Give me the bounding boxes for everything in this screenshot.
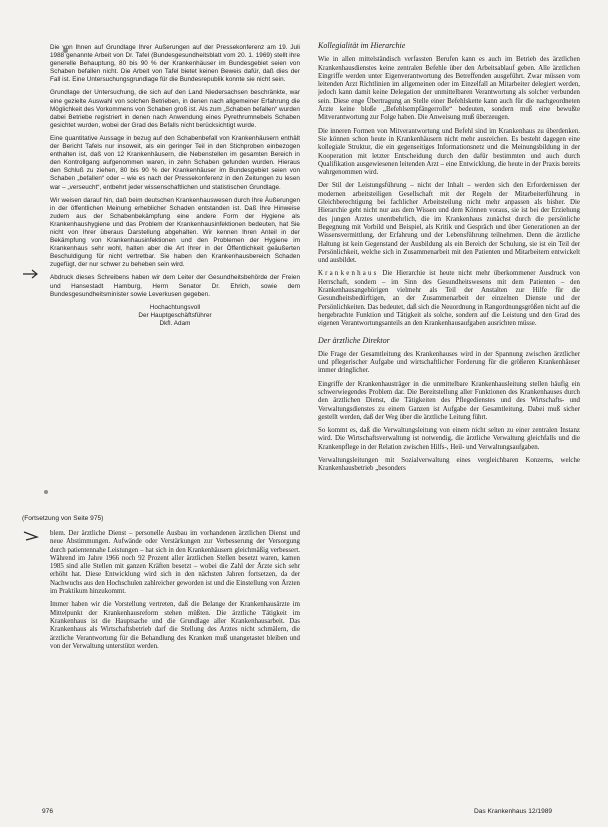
continuation-note: (Fortsetzung von Seite 975) bbox=[22, 515, 104, 522]
article-paragraph bbox=[318, 270, 580, 328]
letter-signature bbox=[50, 304, 300, 328]
article-paragraph: Wie in allen mittelständisch verfassten Berufen kann es auch im Betrieb des ärztlichen Krankenhausdienstes keine zentralen Befehle über den Arbeitsablauf geben. Alle ärztlichen Eingriffe werden unter Eigenverantwortung des Betreffenden ausgeführt. Zwar müssen vom leitenden Arzt Richtlinien im allgemeinen oder im Einzelfall an Mitarbeiter delegiert werden, jedoch kann damit keine Delegation der unmittelbaren Verantwortung als solcher verbunden sein. Diese enge Übertragung an Stelle einer Befehlskette kann auch für die nachgeordneten Ärzte keine bloße „Befehlsempfängerrolle“ bedeuten, sondern muß eine bewußte Mitverantwortung zur Folge haben. Die Anweisung muß überzeugen. bbox=[318, 56, 580, 122]
article-paragraph: So kommt es, daß die Verwaltungsleitung von einem nicht selten zu einer zentralen Instanz wird. Die Wirtschaftsverwaltung ist notwendig, die ärztliche Verwaltung gleichfalls und die Krankenpflege in der Relation zwischen Hilfs-, Heil- und Verwaltungsaufgaben. bbox=[318, 427, 580, 451]
article-paragraph: Der Stil der Leistungsführung – nicht der Inhalt – werden sich den Erfordernissen der modernen arbeitsteiligen Gesellschaft mit der Regeln der Mitarbeiterführung in Gleichberechtigung bei fachlicher Arbeitsteilung nicht mehr anpassen als bisher. Die Hierarchie geht nicht nur aus dem Wissen und dem Können voraus, sie ist bei der Erziehung des jungen Arztes unentbehrlich, die im Krankenhaus zunächst durch die persönliche Begegnung mit Vorbild und Beispiel, als Kritik und Gespräch und über Generationen an der Wissensvermittlung, der Erfahrung und der Lebensführung teilnehmen. Denn die ärztliche Haltung ist kein Gegenstand der Ausbildung als ein Bereich der Schulung, sie ist ein Teil der Persönlichkeit, welche sich in Zusammenarbeit mit den Patienten und Mitarbeitern entwickelt und ausbildet. bbox=[318, 182, 580, 265]
letter-paragraph: Die von Ihnen auf Grundlage Ihrer Äußerungen auf der Pressekonferenz am 19. Juli 1988 genannte Arbeit von Dr. Tafel (Bundesgesundheitsblatt vom 20. 1. 1969) stellt ihre generelle Behauptung, 80 bis 90 % der Krankenhäuser im Bundesgebiet seien von Schaben befallen nicht. Die Arbeit von Tafel bietet keinen Beweis dafür, daß dies der Fall ist. Eine Untersuchungsgrundlage für die Bundesrepublik konnte sie nicht sein. bbox=[50, 44, 300, 84]
letter-paragraph: Wir weisen darauf hin, daß beim deutschen Krankenhauswesen durch Ihre Äußerungen in der öffentlichen Meinung erheblicher Schaden entstanden ist. Daß Ihre Hinweise zudem aus der Schabenbekämpfung eine andere Form der Hygiene als Krankenhaushygiene und das Problem der Krankenhausinfektionen bedeuten, hat Sie nicht von Ihrer überaus Darstellung abgehalten. Wir kennen Ihren Anteil in der Bekämpfung von Krankenhausinfektionen und den Problemen der Hygiene im Krankenhaus sehr wohl, halten aber die Art Ihrer in der Öffentlichkeit geäußerten Beschuldigung für nicht vertretbar. Sie haben den Krankenhausbereich Schaden zugefügt, der nur schwer zu beheben sein wird. bbox=[50, 196, 300, 269]
article-column-left bbox=[50, 530, 300, 802]
page-number: 976 bbox=[42, 808, 54, 815]
letter-column bbox=[50, 44, 300, 514]
closing-text: Hochachtungsvoll bbox=[149, 303, 201, 311]
article-paragraph: Verwaltungsleitungen mit Sozialverwaltung eines vergleichbaren Konzerns, welche Krankenhausbetrieb „besonders bbox=[318, 457, 580, 473]
organization-text: Der Hauptgeschäftsführer bbox=[138, 311, 212, 319]
margin-arrow-mark bbox=[22, 268, 40, 280]
article-paragraph: Die Frage der Gesamtleitung des Krankenhauses wird in der Spannung zwischen ärztlicher und pflegerischer Aufgabe und wirtschaftlicher Forderung für die größeren Krankenhäuser immer dringlicher. bbox=[318, 350, 580, 375]
article-paragraph-text: Die Hierarchie ist heute nicht mehr überkommener Ausdruck von Herrschaft, sondern – im Sinn des Gesundheitswesens mit dem Patienten – den Krankenhausangehörigen vielmehr als Teil der Anstalten zur Hilfe für die Gesundheitsbedürftigen, an der Zusammenarbeit der einzelnen Dienste und der Persönlichkeiten. Das bedeutet, daß sich die Neuordnung in Rangordnungsgrößen nicht auf die hergebrachte Funktion und Tätigkeit als solche, sondern auf die Leistung und den Grad des eigenen Verantwortungsanteils an den Krankenhausaufgaben ausrichten müsse. bbox=[318, 270, 580, 328]
letter-paragraph: Abdruck dieses Schreibens haben wir dem Leiter der Gesundheitsbehörde der Freien und Hansestadt Hamburg, Herrn Senator Dr. Ehrich, sowie dem Bundesgesundheitsminister sowie Leverkusen gegeben. bbox=[50, 274, 300, 298]
article-paragraph: blem. Der ärztliche Dienst – personelle Ausbau im vorhandenen ärztlichen Dienst und neue Abstimmungen. Aufwände oder Verstärkungen zur Verbesserung der Versorgung durch patientennahe Leistungen – hat sich in den Krankenhäusern gleichmäßig verbessert. Während im Jahre 1966 noch 92 Prozent aller ärztlichen Stellen besetzt waren, kamen 1985 sind alle Stellen mit ganzen Kräften besetzt – wobei die Zahl der Ärzte sich sehr erhöht hat. Diese Entwicklung wird sich in den nächsten Jahren fortsetzen, da der Nachwuchs aus den Hochschulen zahlreicher geworden ist und die Einstellung von Ärzten im Praktikum hinzukommt. bbox=[50, 530, 300, 596]
section-heading: Der ärztliche Direktor bbox=[318, 335, 390, 345]
letter-paragraph: Eine quantitative Aussage in bezug auf den Schabenbefall von Krankenhäusern enthält der Bericht Tafels nur insoweit, als ein geringer Teil in den Stichproben einbezogen enthalten ist, daß von 12 Krankenhäusern, die Nebenstellen im gesamten Bereich in den Kontrollgang aufgenommen waren, in zehn Schaben gefunden wurden. Hieraus den Schluß zu ziehen, 80 bis 90 % der Krankenhäuser im Bundesgebiet seien von Schaben „befallen“ oder – wie es nach der Pressekonferenz in den Zeitungen zu lesen war – „verseucht“, entbehrt jeder wissenschaftlichen und statistischen Grundlage. bbox=[50, 134, 300, 191]
journal-reference: Das Krankenhaus 12/1989 bbox=[474, 808, 553, 815]
letter-paragraph: Grundlage der Untersuchung, die sich auf den Land Niedersachsen beschränkte, war eine gezielte Auswahl von solchen Betrieben, in denen nach allgemeiner Erfahrung die Möglichkeit des Vorkommens von Schaben groß ist. Als zum „Schaben befallen“ wurden dabei Betriebe registriert in denen nach Anwendung eines Pyrethrumnebels Schaben gesichtet wurden, wobei der Grad des Befalls nicht berücksichtigt wurde. bbox=[50, 89, 300, 129]
section-heading: Kollegialität im Hierarchie bbox=[318, 42, 406, 50]
signatory-name: Dkfl. Adam bbox=[159, 319, 191, 327]
margin-arrow-mark bbox=[22, 530, 40, 542]
article-paragraph: Eingriffe der Krankenhausträger in die unmittelbare Krankenhausleitung stellen häufig ein schwerwiegendes Problem dar. Die Bereitstellung aller Funktionen des Krankenhauses durch den ärztlichen Dienst, die Tätigkeiten des Pflegedienstes und des Wirtschafts- und Verwaltungsdienstes zu einem Ganzen ist Aufgabe der Gesamtleitung. Dabei muß sicher gestellt werden, daß der Weg über die ärztliche Leitung führt. bbox=[318, 380, 580, 421]
article-paragraph: Immer haben wir die Vorstellung vertreten, daß die Belange der Krankenhausärzte im Mittelpunkt der Krankenhausreform stehen müßten. Die ärztliche Tätigkeit im Krankenhaus ist die Hauptsache und die Grundlage aller Krankenhausarbeit. Das Krankenhaus als Wirtschaftsbetrieb darf die Stellung des Arztes nicht schmälern, die ärztliche Verantwortung für die Behandlung des Kranken muß unangetastet bleiben und von der Verwaltung unterstützt werden. bbox=[50, 601, 300, 650]
spaced-word: Krankenhaus bbox=[318, 270, 379, 278]
ink-stain bbox=[44, 490, 48, 494]
article-paragraph: Die inneren Formen von Mitverantwortung und Befehl sind im Krankenhaus zu überdenken. Sie können schon heute in Krankenhäusern nicht mehr ausreichen. Es besteht dagegen eine kollegiale Struktur, die ein gegenseitiges Informationsnetz und die Meinungsbildung in der Kooperation mit letzter Entscheidung durch den dafür bestimmten und auch durch Qualifikation ausgewiesenen leitenden Arzt – eine Entwicklung, die heute in der Praxis bereits wahrgenommen wird. bbox=[318, 127, 580, 177]
article-column-right bbox=[318, 42, 580, 810]
